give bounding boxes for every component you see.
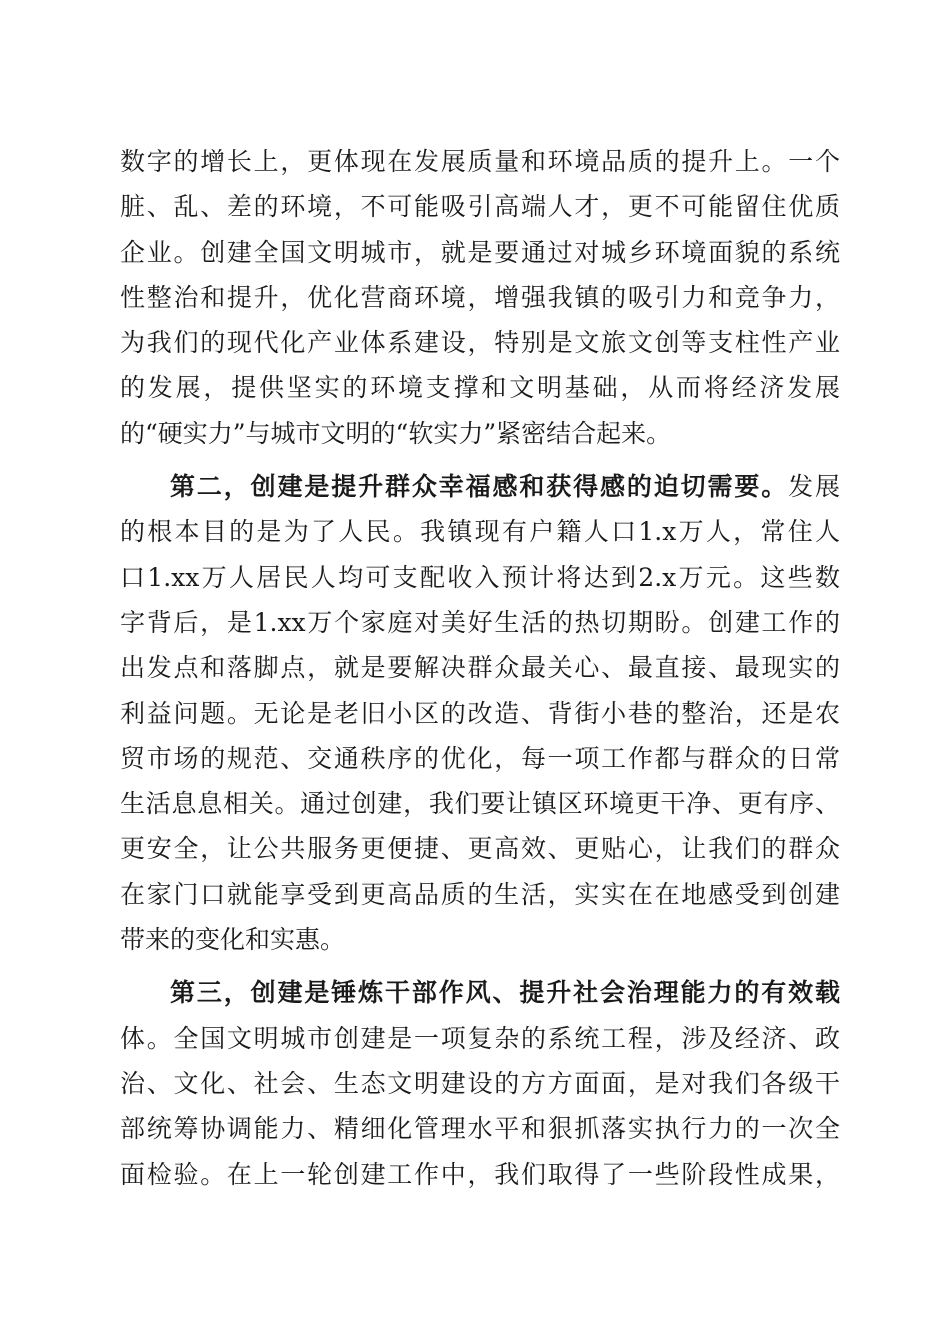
paragraph-2-line-1 (120, 464, 840, 509)
paragraph-3-line-2: 体。全国文明城市创建是一项复杂的系统工程，涉及经济、政 (120, 1023, 840, 1053)
paragraph-2-heading: 第二，创建是提升群众幸福感和获得感的迫切需要。 (170, 472, 789, 502)
paragraph-2-line-7: 贸市场的规范、交通秩序的优化，每一项工作都与群众的日常 (120, 743, 840, 773)
paragraph-2-line-1-text: 发展 (788, 472, 840, 502)
paragraph-2-line-5: 出发点和落脚点，就是要解决群众最关心、最直接、最现实的 (120, 653, 840, 683)
paragraph-1-line-5: 为我们的现代化产业体系建设，特别是文旅文创等支柱性产业 (120, 328, 840, 358)
paragraph-1-line-4: 性整治和提升，优化营商环境，增强我镇的吸引力和竞争力， (120, 282, 840, 312)
paragraph-3-line-4: 部统筹协调能力、精细化管理水平和狠抓落实执行力的一次全 (120, 1114, 840, 1144)
paragraph-1-line-3: 企业。创建全国文明城市，就是要通过对城乡环境面貌的系统 (120, 237, 840, 267)
paragraph-3-heading: 第三，创建是锤炼干部作风、提升社会治理能力的有效载 (170, 978, 840, 1008)
paragraph-3-line-5: 面检验。在上一轮创建工作中，我们取得了一些阶段性成果， (120, 1159, 840, 1189)
paragraph-2-line-6: 利益问题。无论是老旧小区的改造、背街小巷的整治，还是农 (120, 698, 840, 728)
paragraph-1-line-6: 的发展，提供坚实的环境支撑和文明基础，从而将经济发展 (120, 373, 840, 403)
paragraph-2-line-9: 更安全，让公共服务更便捷、更高效、更贴心，让我们的群众 (120, 834, 840, 864)
document-body (120, 139, 840, 1197)
paragraph-1-line-7: 的“硬实力”与城市文明的“软实力”紧密结合起来。 (120, 418, 672, 448)
paragraph-spacer (120, 962, 840, 970)
paragraph-2-line-2: 的根本目的是为了人民。我镇现有户籍人口1.x万人，常住人 (120, 517, 840, 547)
paragraph-2-line-10: 在家门口就能享受到更高品质的生活，实实在在地感受到创建 (120, 879, 840, 909)
paragraph-spacer (120, 456, 840, 464)
paragraph-1-line-2: 脏、乱、差的环境，不可能吸引高端人才，更不可能留住优质 (120, 192, 840, 222)
paragraph-2-line-3: 口1.xx万人居民人均可支配收入预计将达到2.x万元。这些数 (120, 562, 840, 592)
paragraph-2-line-11: 带来的变化和实惠。 (120, 925, 346, 955)
paragraph-1-line-1: 数字的增长上，更体现在发展质量和环境品质的提升上。一个 (120, 147, 840, 176)
paragraph-2-line-8: 生活息息相关。通过创建，我们要让镇区环境更干净、更有序、 (120, 789, 840, 819)
paragraph-3-line-3: 治、文化、社会、生态文明建设的方方面面，是对我们各级干 (120, 1068, 840, 1098)
paragraph-2-line-4: 字背后，是1.xx万个家庭对美好生活的热切期盼。创建工作的 (120, 607, 840, 637)
paragraph-3-line-1 (120, 970, 840, 1015)
